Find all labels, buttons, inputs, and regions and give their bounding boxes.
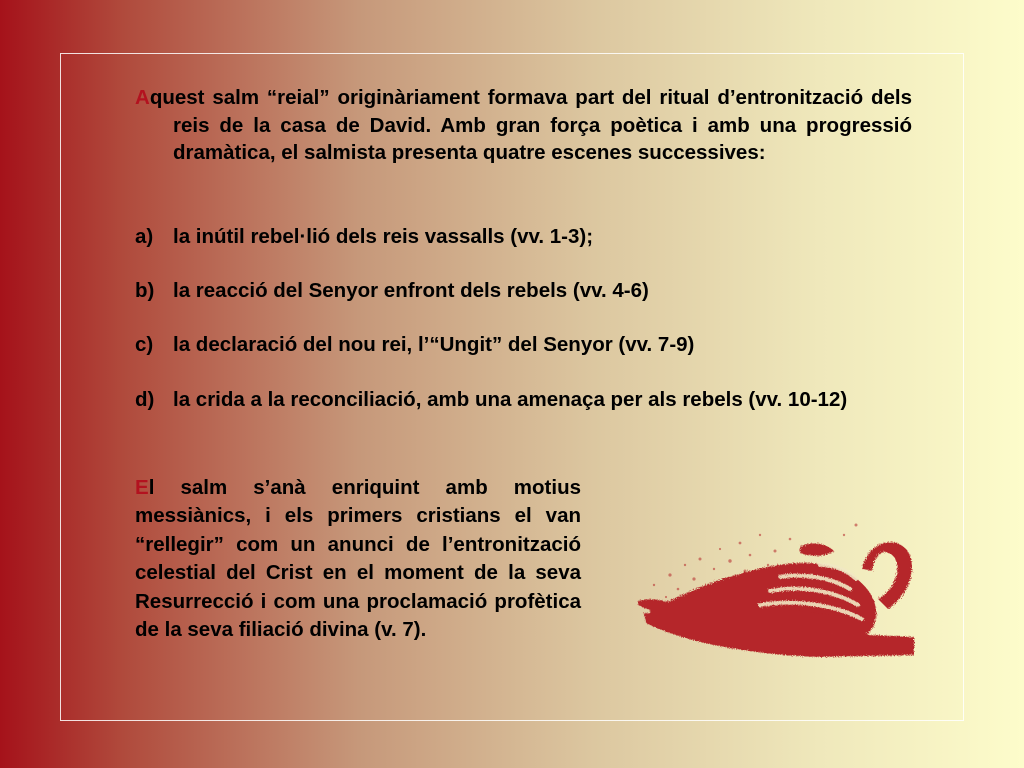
- list-item-d: [135, 386, 912, 414]
- intro-paragraph: [135, 84, 912, 167]
- oil-lamp-icon: [630, 505, 920, 665]
- list-item-letter: d): [135, 388, 155, 411]
- list-item-letter: a): [135, 225, 154, 248]
- list-item-letter: b): [135, 279, 155, 302]
- closing-paragraph: [135, 474, 581, 644]
- intro-initial: A: [135, 86, 150, 109]
- closing-initial: E: [135, 476, 149, 499]
- list-item-a: [135, 223, 912, 251]
- intro-text: quest salm “reial” originàriament formava part del ritual d’entronització dels reis de la casa de David. Amb gran força poètica i amb una progressió dramàtica, el salmista presenta quatre escenes successives:: [149, 86, 912, 164]
- list-item-text: la declaració del nou rei, l’“Ungit” del Senyor (vv. 7-9): [173, 333, 695, 356]
- closing-text: l salm s’anà enriquint amb motius messiànics, i els primers cristians el van “rellegir” com un anunci de l’entronització celestial del Crist en el moment de la seva Resurrecció i com una proclamació profètica de la seva filiació divina (v. 7).: [135, 476, 581, 642]
- list-item-c: [135, 331, 912, 359]
- list-item-text: la inútil rebel·lió dels reis vassalls (vv. 1-3);: [173, 225, 594, 248]
- list-item-letter: c): [135, 333, 154, 356]
- list-item-b: [135, 277, 912, 305]
- list-item-text: la crida a la reconciliació, amb una amenaça per als rebels (vv. 10-12): [173, 388, 848, 411]
- list-item-text: la reacció del Senyor enfront dels rebels (vv. 4-6): [173, 279, 649, 302]
